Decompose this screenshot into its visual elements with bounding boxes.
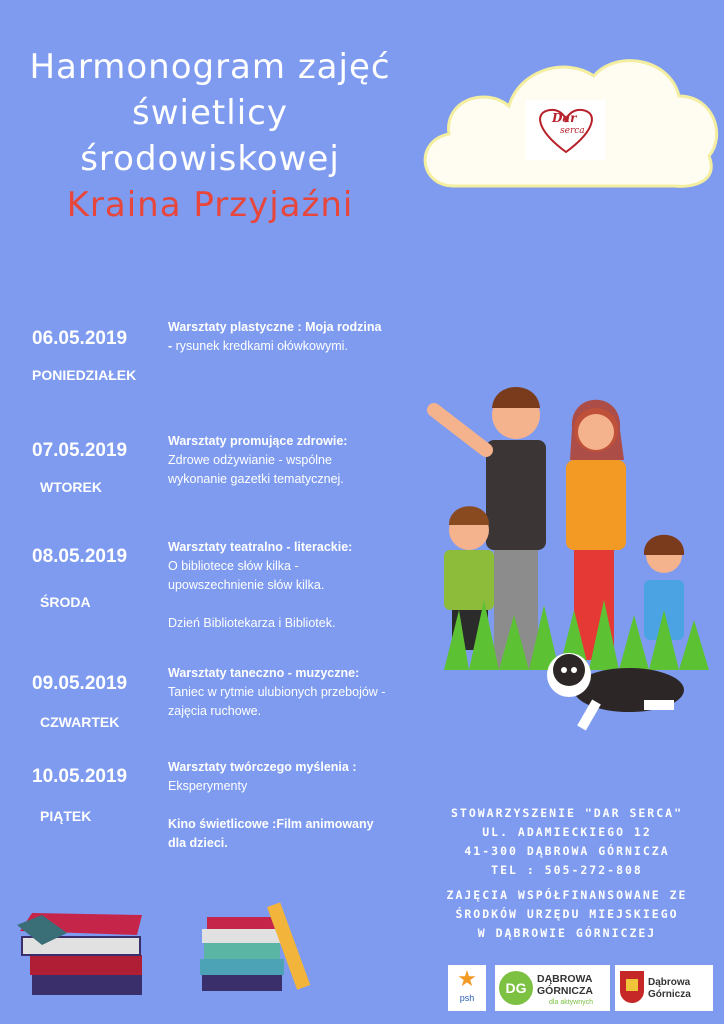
heart-icon [526,100,606,160]
star-icon: ★ [457,966,477,991]
dg-line-1: DĄBROWA [537,973,593,985]
title-line-1: Harmonogram zajęć [29,47,391,87]
date: 08.05.2019 [32,546,128,567]
title-line-2: świetlicy [132,93,288,133]
dabrowa-gornicza-active-logo [495,965,610,1011]
activity-text: Zdrowe odżywianie - wspólne wykonanie gazetki tematycznej. [168,453,344,486]
dg-line-2: GÓRNICZA [537,985,593,997]
day: WTOREK [40,479,102,495]
day: ŚRODA [40,594,91,610]
day: CZWARTEK [40,714,120,730]
day: PONIEDZIAŁEK [32,367,137,383]
logo-text-2: serca [560,126,585,136]
dg-icon: DG [499,971,533,1005]
description [168,758,388,853]
org-name: STOWARZYSZENIE "DAR SERCA" [450,806,683,820]
activity-extra: Dzień Bibliotekarza i Bibliotek. [168,616,336,630]
description [168,318,388,356]
logo-text-1: Dar [552,111,577,125]
activity-text: O bibliotece słów kilka - upowszechnienie słów kilka. [168,559,325,592]
psh-logo [448,965,486,1011]
dar-serca-logo [526,100,606,160]
description [168,664,388,721]
date: 09.05.2019 [32,673,128,694]
activity-text: Eksperymenty [168,779,248,793]
activity-title: Warsztaty taneczno - muzyczne: [168,666,360,680]
activity-title: Warsztaty promujące zdrowie: [168,434,348,448]
city-line-1: Dąbrowa [648,977,691,988]
org-street: UL. ADAMIECKIEGO 12 [482,825,652,839]
crest-icon [620,971,644,1003]
dg-line-3: dla aktywnych [549,999,593,1006]
title-line-3: środowiskowej [80,139,340,179]
family-illustration [414,370,714,750]
org-city: 41-300 DĄBROWA GÓRNICZA [464,844,670,858]
funding-line-2: ŚRODKÓW URZĘDU MIEJSKIEGO [455,907,679,921]
psh-label: psh [459,993,475,1003]
page-title [0,44,420,228]
organization-info [424,804,710,880]
activity-extra: Kino świetlicowe :Film animowany dla dzieci. [168,817,374,850]
date: 06.05.2019 [32,328,128,349]
activity-text: rysunek kredkami ołówkowymi. [172,339,348,353]
city-line-2: Górnicza [648,989,691,1000]
activity-title: Warsztaty twórczego myślenia : [168,760,357,774]
description [168,432,388,489]
funding-info [424,886,710,943]
city-crest-logo [615,965,713,1011]
books-stack-middle-icon [182,897,322,997]
date: 07.05.2019 [32,440,128,461]
org-phone: TEL : 505-272-808 [491,863,643,877]
subtitle: Kraina Przyjaźni [66,185,354,225]
activity-title: Warsztaty teatralno - literackie: [168,540,353,554]
funding-line-1: ZAJĘCIA WSPÓŁFINANSOWANE ZE [446,888,688,902]
activity-title: Warsztaty plastyczne : Moja rodzina - [168,320,382,353]
date: 10.05.2019 [32,766,128,787]
funding-line-3: W DĄBROWIE GÓRNICZEJ [477,926,657,940]
activity-text: Taniec w rytmie ulubionych przebojów - zajęcia ruchowe. [168,685,386,718]
description [168,538,388,633]
books-stack-left-icon [12,905,152,1000]
day: PIĄTEK [40,808,92,824]
